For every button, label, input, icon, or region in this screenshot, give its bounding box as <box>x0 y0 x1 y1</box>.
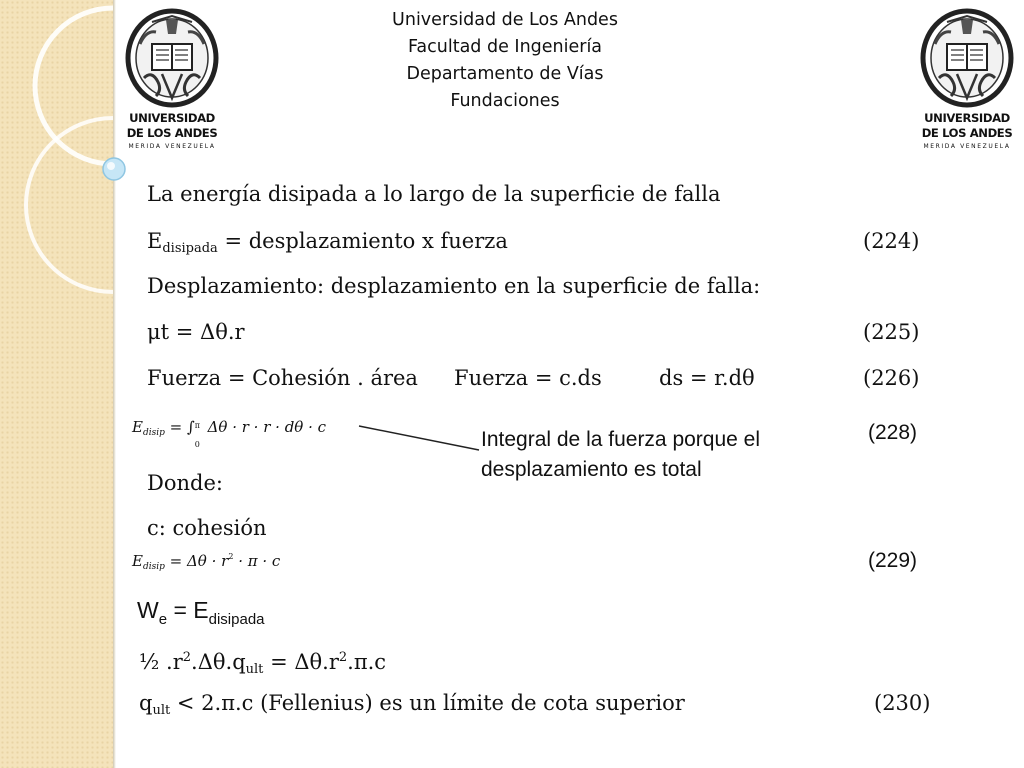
university-name: Universidad de Los Andes <box>392 10 618 30</box>
equation-229 <box>132 552 280 572</box>
equation-we <box>137 597 265 628</box>
equation-number-224: (224) <box>863 229 920 253</box>
equation-228 <box>132 418 327 449</box>
half-c: = Δθ.r <box>263 650 339 674</box>
we-w: W <box>137 597 159 623</box>
half-a-exp: 2 <box>182 650 192 665</box>
header <box>340 7 670 115</box>
eq228-lhs: E <box>132 418 143 436</box>
equation-226-fuerza-cohesion: Fuerza = Cohesión . área <box>147 366 418 390</box>
equation-230 <box>139 690 685 724</box>
logo-line-2: DE LOS ANDES <box>126 126 218 140</box>
eq224-rhs: = desplazamiento x fuerza <box>217 229 508 253</box>
university-logo-right <box>917 8 1017 153</box>
eq229-lhs-sub: disip <box>142 562 165 572</box>
equation-224 <box>147 228 508 262</box>
eq228-equals-integral: = ∫ <box>169 418 195 436</box>
intro-text: La energía disipada a lo largo de la superficie de falla <box>147 182 721 206</box>
logo-line-3: MERIDA VENEZUELA <box>923 143 1011 150</box>
eq230-q-sub: ult <box>152 703 171 718</box>
equation-225: μt = Δθ.r <box>147 320 245 344</box>
inner-ring-arc <box>26 118 113 292</box>
cohesion-definition: c: cohesión <box>147 516 267 540</box>
equation-number-230: (230) <box>874 691 931 715</box>
eq228-lower-limit: 0 <box>194 440 200 449</box>
logo-line-1: UNIVERSIDAD <box>129 111 215 125</box>
eq229-rhs-a: = Δθ · r <box>169 552 229 570</box>
we-eq: = E <box>167 597 209 623</box>
eq228-lhs-sub: disip <box>142 428 165 438</box>
half-b-sub: ult <box>245 662 264 677</box>
we-e-sub: disipada <box>208 611 265 628</box>
university-logo-left <box>122 8 222 153</box>
university-seal-icon <box>122 8 222 108</box>
equation-number-226: (226) <box>863 366 920 390</box>
equation-226-fuerza-cds: Fuerza = c.ds <box>454 366 602 390</box>
logo-line-1: UNIVERSIDAD <box>924 111 1010 125</box>
callout-line <box>355 422 485 454</box>
half-d: .π.c <box>347 650 387 674</box>
eq230-q: q <box>139 691 153 715</box>
department-name: Departamento de Vías <box>406 64 604 84</box>
outer-ring-arc <box>35 8 113 164</box>
logo-line-3: MERIDA VENEZUELA <box>128 143 216 150</box>
eq229-rhs-b: · π · c <box>233 552 281 570</box>
donde-label: Donde: <box>147 471 223 495</box>
eq230-rest: < 2.π.c (Fellenius) es un límite de cota superior <box>170 691 685 715</box>
half-c-exp: 2 <box>338 650 348 665</box>
eq224-lhs-sub: disipada <box>162 241 218 256</box>
eq228-upper-limit: π <box>194 421 201 430</box>
eq229-lhs: E <box>132 552 143 570</box>
equation-half <box>139 645 386 683</box>
desplazamiento-text: Desplazamiento: desplazamiento en la superficie de falla: <box>147 274 761 298</box>
callout-note: Integral de la fuerza porque el desplazamiento es total <box>481 428 761 481</box>
half-a: ½ .r <box>139 650 183 674</box>
blue-bead-icon <box>103 158 125 180</box>
equation-number-225: (225) <box>863 320 920 344</box>
equation-number-228: (228) <box>868 421 918 444</box>
university-seal-icon <box>917 8 1017 108</box>
eq229-rhs-exp: 2 <box>228 552 234 561</box>
faculty-name: Facultad de Ingeniería <box>407 37 603 57</box>
logo-line-2: DE LOS ANDES <box>921 126 1013 140</box>
half-b: .Δθ.q <box>191 650 246 674</box>
course-name: Fundaciones <box>450 91 560 111</box>
eq224-lhs: E <box>147 229 163 253</box>
equation-226-ds: ds = r.dθ <box>659 366 755 390</box>
bead-highlight <box>107 162 115 170</box>
equation-number-229: (229) <box>868 549 918 572</box>
we-w-sub: e <box>158 611 168 628</box>
eq228-integrand: Δθ · r · r · dθ · c <box>207 418 327 436</box>
